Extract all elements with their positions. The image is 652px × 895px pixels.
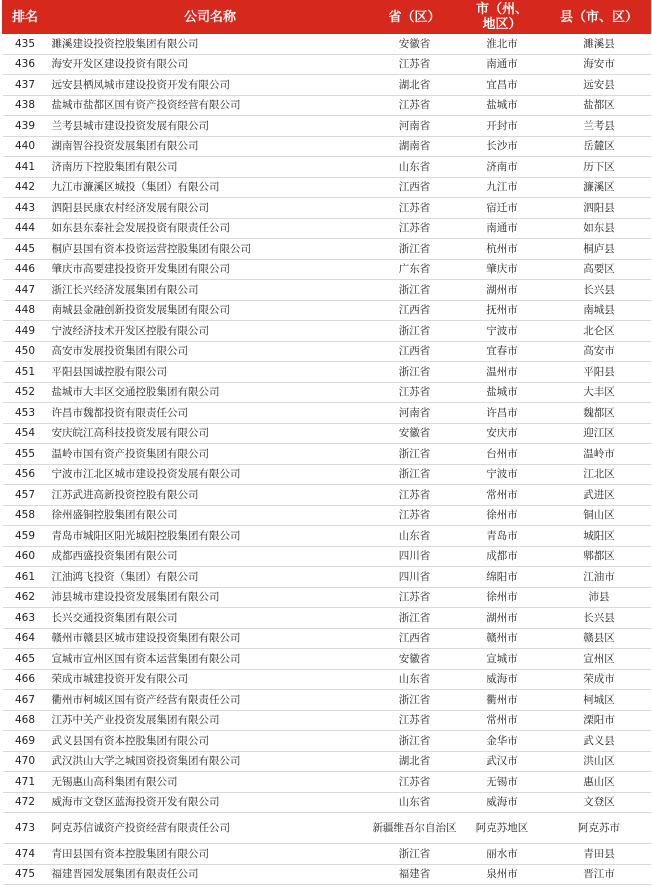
province-cell: 江苏省 <box>373 505 457 526</box>
county-cell: 柯城区 <box>548 690 651 711</box>
province-cell: 浙江省 <box>373 844 457 865</box>
city-cell: 常州市 <box>457 485 548 506</box>
city-cell: 济南市 <box>457 157 548 178</box>
rank-cell: 447 <box>3 280 48 301</box>
city-cell: 湖州市 <box>457 280 548 301</box>
table-header <box>3 1 651 34</box>
county-cell: 武义县 <box>548 731 651 752</box>
city-cell: 衢州市 <box>457 690 548 711</box>
city-cell: 威海市 <box>457 669 548 690</box>
city-cell: 丽水市 <box>457 844 548 865</box>
county-cell: 洪山区 <box>548 751 651 772</box>
province-cell: 河南省 <box>373 403 457 424</box>
province-cell: 河南省 <box>373 116 457 137</box>
rank-cell: 454 <box>3 423 48 444</box>
company-cell: 安庆皖江高科技投资发展有限公司 <box>48 423 373 444</box>
company-cell: 南城县金融创新投资发展集团有限公司 <box>48 300 373 321</box>
county-cell: 迎江区 <box>548 423 651 444</box>
table-row <box>3 772 651 793</box>
table-row <box>3 731 651 752</box>
rank-cell: 460 <box>3 546 48 567</box>
company-cell: 青岛市城阳区阳光城阳控股集团有限公司 <box>48 526 373 547</box>
rank-cell: 455 <box>3 444 48 465</box>
county-cell: 温岭市 <box>548 444 651 465</box>
rank-cell: 468 <box>3 710 48 731</box>
city-cell: 青岛市 <box>457 526 548 547</box>
city-cell: 绵阳市 <box>457 567 548 588</box>
province-cell: 福建省 <box>373 864 457 885</box>
rank-cell: 462 <box>3 587 48 608</box>
county-cell: 惠山区 <box>548 772 651 793</box>
rank-cell: 467 <box>3 690 48 711</box>
table-row <box>3 690 651 711</box>
company-cell: 许昌市魏都投资有限责任公司 <box>48 403 373 424</box>
table-row <box>3 95 651 116</box>
company-cell: 九江市濂溪区城投（集团）有限公司 <box>48 177 373 198</box>
rank-cell: 443 <box>3 198 48 219</box>
rank-cell: 475 <box>3 864 48 885</box>
table-body <box>3 34 651 885</box>
company-cell: 江苏武进高新投资控股有限公司 <box>48 485 373 506</box>
company-cell: 宁波经济技术开发区控股有限公司 <box>48 321 373 342</box>
company-cell: 如东县东泰社会发展投资有限责任公司 <box>48 218 373 239</box>
table-row <box>3 813 651 844</box>
company-cell: 徐州盛铜控股集团有限公司 <box>48 505 373 526</box>
city-cell: 宜春市 <box>457 341 548 362</box>
province-cell: 湖北省 <box>373 75 457 96</box>
rank-cell: 472 <box>3 792 48 813</box>
table-row <box>3 239 651 260</box>
province-cell: 四川省 <box>373 567 457 588</box>
county-cell: 历下区 <box>548 157 651 178</box>
company-cell: 江苏中关产业投资发展集团有限公司 <box>48 710 373 731</box>
province-cell: 新疆维吾尔自治区 <box>373 813 457 844</box>
city-cell: 长沙市 <box>457 136 548 157</box>
company-cell: 长兴交通投资集团有限公司 <box>48 608 373 629</box>
province-cell: 湖南省 <box>373 136 457 157</box>
rank-cell: 456 <box>3 464 48 485</box>
county-cell: 青田县 <box>548 844 651 865</box>
company-cell: 衢州市柯城区国有资产经营有限责任公司 <box>48 690 373 711</box>
rank-cell: 464 <box>3 628 48 649</box>
company-cell: 温岭市国有资产投资集团有限公司 <box>48 444 373 465</box>
city-cell: 盐城市 <box>457 382 548 403</box>
table-row <box>3 403 651 424</box>
table-row <box>3 116 651 137</box>
table-row <box>3 546 651 567</box>
city-cell: 宣城市 <box>457 649 548 670</box>
province-cell: 浙江省 <box>373 608 457 629</box>
city-cell: 肇庆市 <box>457 259 548 280</box>
province-cell: 江西省 <box>373 177 457 198</box>
company-cell: 青田县国有资本控股集团有限公司 <box>48 844 373 865</box>
city-cell: 金华市 <box>457 731 548 752</box>
rank-cell: 451 <box>3 362 48 383</box>
province-cell: 江苏省 <box>373 218 457 239</box>
rank-cell: 440 <box>3 136 48 157</box>
county-cell: 铜山区 <box>548 505 651 526</box>
company-cell: 平阳县国诚控股有限公司 <box>48 362 373 383</box>
company-cell: 盐城市大丰区交通控股集团有限公司 <box>48 382 373 403</box>
city-cell: 许昌市 <box>457 403 548 424</box>
province-cell: 浙江省 <box>373 444 457 465</box>
city-cell: 宁波市 <box>457 464 548 485</box>
city-cell: 安庆市 <box>457 423 548 444</box>
county-cell: 平阳县 <box>548 362 651 383</box>
city-cell: 台州市 <box>457 444 548 465</box>
header-company: 公司名称 <box>48 1 373 34</box>
table-row <box>3 444 651 465</box>
company-cell: 武义县国有资本控股集团有限公司 <box>48 731 373 752</box>
table-row <box>3 157 651 178</box>
company-cell: 远安县栖凤城市建设投资开发有限公司 <box>48 75 373 96</box>
province-cell: 江苏省 <box>373 95 457 116</box>
rank-cell: 459 <box>3 526 48 547</box>
county-cell: 文登区 <box>548 792 651 813</box>
header-city: 市（州、地区） <box>457 1 548 34</box>
company-cell: 成都西盛投资集团有限公司 <box>48 546 373 567</box>
province-cell: 浙江省 <box>373 239 457 260</box>
rank-cell: 450 <box>3 341 48 362</box>
table-row <box>3 792 651 813</box>
county-cell: 阿克苏市 <box>548 813 651 844</box>
city-cell: 湖州市 <box>457 608 548 629</box>
county-cell: 城阳区 <box>548 526 651 547</box>
company-cell: 泗阳县民康农村经济发展有限公司 <box>48 198 373 219</box>
company-cell: 沛县城市建设投资发展集团有限公司 <box>48 587 373 608</box>
province-cell: 湖北省 <box>373 751 457 772</box>
table-row <box>3 844 651 865</box>
table-row <box>3 198 651 219</box>
rank-cell: 436 <box>3 54 48 75</box>
county-cell: 晋江市 <box>548 864 651 885</box>
rank-cell: 474 <box>3 844 48 865</box>
table-row <box>3 567 651 588</box>
company-cell: 濉溪建设投资控股集团有限公司 <box>48 34 373 55</box>
rank-cell: 469 <box>3 731 48 752</box>
table-row <box>3 280 651 301</box>
table-row <box>3 54 651 75</box>
province-cell: 浙江省 <box>373 321 457 342</box>
company-cell: 湖南智谷投资发展集团有限公司 <box>48 136 373 157</box>
table-row <box>3 628 651 649</box>
county-cell: 沛县 <box>548 587 651 608</box>
city-cell: 常州市 <box>457 710 548 731</box>
rank-cell: 471 <box>3 772 48 793</box>
rank-cell: 438 <box>3 95 48 116</box>
county-cell: 郫都区 <box>548 546 651 567</box>
table-row <box>3 485 651 506</box>
table-row <box>3 587 651 608</box>
rank-cell: 452 <box>3 382 48 403</box>
city-cell: 抚州市 <box>457 300 548 321</box>
city-cell: 威海市 <box>457 792 548 813</box>
city-cell: 宿迁市 <box>457 198 548 219</box>
table-row <box>3 751 651 772</box>
table-row <box>3 710 651 731</box>
rank-cell: 435 <box>3 34 48 55</box>
city-cell: 徐州市 <box>457 587 548 608</box>
header-province: 省（区） <box>373 1 457 34</box>
province-cell: 浙江省 <box>373 464 457 485</box>
county-cell: 高要区 <box>548 259 651 280</box>
rank-cell: 437 <box>3 75 48 96</box>
rank-cell: 457 <box>3 485 48 506</box>
province-cell: 江西省 <box>373 300 457 321</box>
city-cell: 温州市 <box>457 362 548 383</box>
county-cell: 荣成市 <box>548 669 651 690</box>
city-cell: 宁波市 <box>457 321 548 342</box>
county-cell: 南城县 <box>548 300 651 321</box>
company-cell: 高安市发展投资集团有限公司 <box>48 341 373 362</box>
table-row <box>3 526 651 547</box>
province-cell: 浙江省 <box>373 362 457 383</box>
county-cell: 长兴县 <box>548 280 651 301</box>
province-cell: 江西省 <box>373 341 457 362</box>
county-cell: 长兴县 <box>548 608 651 629</box>
city-cell: 淮北市 <box>457 34 548 55</box>
rank-cell: 465 <box>3 649 48 670</box>
rank-cell: 445 <box>3 239 48 260</box>
city-cell: 宜昌市 <box>457 75 548 96</box>
table-row <box>3 505 651 526</box>
table-row <box>3 321 651 342</box>
province-cell: 浙江省 <box>373 690 457 711</box>
province-cell: 浙江省 <box>373 731 457 752</box>
company-cell: 福建晋园发展集团有限责任公司 <box>48 864 373 885</box>
province-cell: 安徽省 <box>373 34 457 55</box>
company-cell: 江油鸿飞投资（集团）有限公司 <box>48 567 373 588</box>
city-cell: 赣州市 <box>457 628 548 649</box>
rank-cell: 463 <box>3 608 48 629</box>
header-county: 县（市、区） <box>548 1 651 34</box>
county-cell: 兰考县 <box>548 116 651 137</box>
table-row <box>3 464 651 485</box>
company-cell: 浙江长兴经济发展集团有限公司 <box>48 280 373 301</box>
province-cell: 安徽省 <box>373 423 457 444</box>
company-cell: 威海市文登区蓝海投资开发有限公司 <box>48 792 373 813</box>
county-cell: 魏都区 <box>548 403 651 424</box>
county-cell: 濂溪区 <box>548 177 651 198</box>
company-cell: 肇庆市高要建投投资开发集团有限公司 <box>48 259 373 280</box>
rank-cell: 458 <box>3 505 48 526</box>
table-row <box>3 177 651 198</box>
company-cell: 无锡惠山高科集团有限公司 <box>48 772 373 793</box>
city-cell: 杭州市 <box>457 239 548 260</box>
county-cell: 赣县区 <box>548 628 651 649</box>
province-cell: 江苏省 <box>373 198 457 219</box>
county-cell: 盐都区 <box>548 95 651 116</box>
rank-cell: 449 <box>3 321 48 342</box>
county-cell: 宣州区 <box>548 649 651 670</box>
province-cell: 江苏省 <box>373 587 457 608</box>
county-cell: 泗阳县 <box>548 198 651 219</box>
header-rank: 排名 <box>3 1 48 34</box>
rank-cell: 441 <box>3 157 48 178</box>
company-cell: 济南历下控股集团有限公司 <box>48 157 373 178</box>
table-row <box>3 300 651 321</box>
company-cell: 桐庐县国有资本投资运营控股集团有限公司 <box>48 239 373 260</box>
city-cell: 阿克苏地区 <box>457 813 548 844</box>
province-cell: 山东省 <box>373 157 457 178</box>
city-cell: 九江市 <box>457 177 548 198</box>
table-row <box>3 362 651 383</box>
county-cell: 濉溪县 <box>548 34 651 55</box>
table-row <box>3 608 651 629</box>
table-row <box>3 649 651 670</box>
city-cell: 泉州市 <box>457 864 548 885</box>
province-cell: 江苏省 <box>373 710 457 731</box>
province-cell: 江苏省 <box>373 382 457 403</box>
rank-cell: 439 <box>3 116 48 137</box>
province-cell: 江苏省 <box>373 54 457 75</box>
city-cell: 南通市 <box>457 218 548 239</box>
province-cell: 安徽省 <box>373 649 457 670</box>
company-cell: 宣城市宣州区国有资本运营集团有限公司 <box>48 649 373 670</box>
table-row <box>3 382 651 403</box>
header-row <box>3 1 651 34</box>
county-cell: 武进区 <box>548 485 651 506</box>
city-cell: 开封市 <box>457 116 548 137</box>
city-cell: 南通市 <box>457 54 548 75</box>
province-cell: 江苏省 <box>373 772 457 793</box>
province-cell: 四川省 <box>373 546 457 567</box>
city-cell: 无锡市 <box>457 772 548 793</box>
rank-cell: 470 <box>3 751 48 772</box>
rank-cell: 442 <box>3 177 48 198</box>
rank-cell: 453 <box>3 403 48 424</box>
province-cell: 山东省 <box>373 526 457 547</box>
company-cell: 阿克苏信诚资产投资经营有限责任公司 <box>48 813 373 844</box>
company-cell: 武汉洪山大学之城国资投资集团有限公司 <box>48 751 373 772</box>
province-cell: 浙江省 <box>373 280 457 301</box>
county-cell: 桐庐县 <box>548 239 651 260</box>
company-cell: 赣州市赣县区城市建设投资集团有限公司 <box>48 628 373 649</box>
table-row <box>3 423 651 444</box>
county-cell: 江油市 <box>548 567 651 588</box>
province-cell: 广东省 <box>373 259 457 280</box>
table-row <box>3 34 651 55</box>
table-row <box>3 75 651 96</box>
company-cell: 海安开发区建设投资有限公司 <box>48 54 373 75</box>
county-cell: 远安县 <box>548 75 651 96</box>
county-cell: 高安市 <box>548 341 651 362</box>
county-cell: 如东县 <box>548 218 651 239</box>
company-cell: 盐城市盐都区国有资产投资经营有限公司 <box>48 95 373 116</box>
table-row <box>3 864 651 885</box>
table-row <box>3 669 651 690</box>
rank-cell: 446 <box>3 259 48 280</box>
company-cell: 宁波市江北区城市建设投资发展有限公司 <box>48 464 373 485</box>
province-cell: 山东省 <box>373 669 457 690</box>
county-cell: 江北区 <box>548 464 651 485</box>
company-cell: 兰考县城市建设投资发展有限公司 <box>48 116 373 137</box>
rank-cell: 461 <box>3 567 48 588</box>
county-cell: 海安市 <box>548 54 651 75</box>
city-cell: 盐城市 <box>457 95 548 116</box>
rank-cell: 448 <box>3 300 48 321</box>
table-row <box>3 259 651 280</box>
county-cell: 北仑区 <box>548 321 651 342</box>
rank-cell: 444 <box>3 218 48 239</box>
city-cell: 成都市 <box>457 546 548 567</box>
city-cell: 武汉市 <box>457 751 548 772</box>
city-cell: 徐州市 <box>457 505 548 526</box>
county-cell: 岳麓区 <box>548 136 651 157</box>
province-cell: 山东省 <box>373 792 457 813</box>
ranking-table <box>2 0 651 885</box>
rank-cell: 466 <box>3 669 48 690</box>
table-row <box>3 341 651 362</box>
table-row <box>3 218 651 239</box>
county-cell: 溧阳市 <box>548 710 651 731</box>
rank-cell: 473 <box>3 813 48 844</box>
province-cell: 江苏省 <box>373 485 457 506</box>
county-cell: 大丰区 <box>548 382 651 403</box>
company-cell: 荣成市城建投资开发有限公司 <box>48 669 373 690</box>
province-cell: 江西省 <box>373 628 457 649</box>
table-row <box>3 136 651 157</box>
